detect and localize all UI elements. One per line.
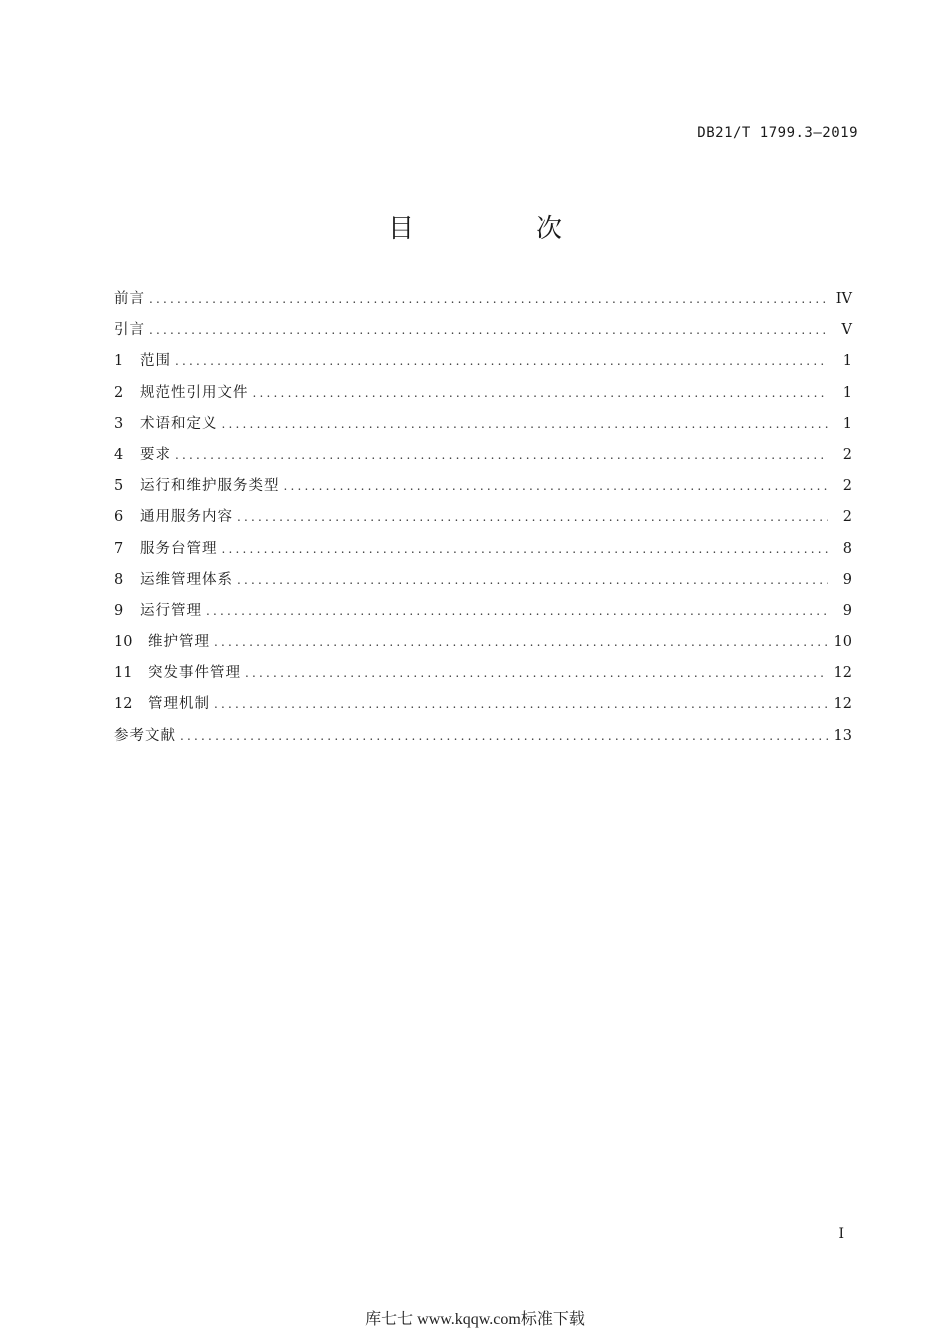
toc-entry-general-services[interactable] xyxy=(114,505,852,536)
toc-entry-om-system[interactable] xyxy=(114,568,852,599)
toc-entry-label: 前言 xyxy=(114,291,145,307)
toc-leader-dots xyxy=(214,635,828,649)
toc-leader-dots xyxy=(245,666,828,680)
toc-entry-number: 12 xyxy=(114,696,133,713)
toc-entry-page: 1 xyxy=(842,353,852,370)
toc-entry-label: 维护管理 xyxy=(148,634,210,651)
toc-entry-page: 8 xyxy=(842,540,852,557)
toc-entry-page: 1 xyxy=(842,415,852,432)
toc-entry-number: 6 xyxy=(114,509,124,526)
toc-entry-maintenance-management[interactable] xyxy=(114,630,852,661)
toc-entry-number: 7 xyxy=(114,540,124,557)
toc-entry-label: 术语和定义 xyxy=(140,415,218,432)
toc-entry-number: 4 xyxy=(114,446,124,463)
toc-entry-label: 运行和维护服务类型 xyxy=(140,478,280,495)
footer-watermark: 库七七 www.kqqw.com标准下载 xyxy=(365,1311,585,1328)
toc-leader-dots xyxy=(175,354,828,368)
page-number: I xyxy=(838,1226,844,1242)
toc-entry-page: 1 xyxy=(842,384,852,401)
toc-leader-dots xyxy=(284,479,829,493)
toc-entry-number: 11 xyxy=(114,665,133,682)
toc-entry-normative-references[interactable] xyxy=(114,381,852,412)
toc-entry-number: 10 xyxy=(114,634,133,651)
toc-entry-number: 1 xyxy=(114,353,124,370)
toc-entry-terms-definitions[interactable] xyxy=(114,412,852,443)
toc-entry-label: 运行管理 xyxy=(140,602,202,619)
toc-entry-page: 9 xyxy=(842,602,852,619)
toc-entry-number: 8 xyxy=(114,571,124,588)
toc-entry-label: 参考文献 xyxy=(114,727,176,744)
toc-entry-requirements[interactable] xyxy=(114,443,852,474)
toc-leader-dots xyxy=(206,604,828,618)
toc-leader-dots xyxy=(175,448,828,462)
toc-entry-label: 要求 xyxy=(140,446,171,463)
toc-entry-label: 通用服务内容 xyxy=(140,509,233,526)
page-title: 目 次 xyxy=(387,214,610,244)
toc-entry-foreword[interactable] xyxy=(114,287,852,318)
toc-leader-dots xyxy=(149,323,828,337)
toc-entry-bibliography[interactable] xyxy=(114,724,852,755)
toc-leader-dots xyxy=(180,729,828,743)
toc-entry-management-mechanism[interactable] xyxy=(114,692,852,723)
toc-entry-page: 12 xyxy=(833,696,852,713)
toc-leader-dots xyxy=(222,542,829,556)
toc-entry-number: 9 xyxy=(114,602,124,619)
toc-entry-number: 5 xyxy=(114,478,124,495)
toc-entry-page: 2 xyxy=(842,509,852,526)
toc-entry-page: 13 xyxy=(833,727,852,744)
toc-entry-emergency-management[interactable] xyxy=(114,661,852,692)
toc-entry-operation-management[interactable] xyxy=(114,599,852,630)
toc-leader-dots xyxy=(237,510,828,524)
toc-leader-dots xyxy=(253,386,829,400)
document-code: DB21/T 1799.3—2019 xyxy=(697,125,858,141)
toc-entry-label: 管理机制 xyxy=(148,696,210,713)
toc-entry-label: 服务台管理 xyxy=(140,540,218,557)
toc-entry-page: 2 xyxy=(842,478,852,495)
toc-entry-number: 3 xyxy=(114,415,124,432)
toc-entry-label: 突发事件管理 xyxy=(148,665,241,682)
toc-entry-service-desk[interactable] xyxy=(114,537,852,568)
toc-entry-label: 范围 xyxy=(140,353,171,370)
toc-entry-page: 9 xyxy=(842,571,852,588)
table-of-contents xyxy=(114,287,852,755)
toc-entry-page: 12 xyxy=(833,665,852,682)
toc-entry-page: V xyxy=(841,322,852,339)
toc-entry-page: 2 xyxy=(842,446,852,463)
toc-entry-service-types[interactable] xyxy=(114,474,852,505)
toc-entry-label: 运维管理体系 xyxy=(140,571,233,588)
toc-leader-dots xyxy=(222,417,829,431)
toc-leader-dots xyxy=(237,573,828,587)
toc-entry-label: 引言 xyxy=(114,322,145,339)
toc-entry-number: 2 xyxy=(114,384,124,401)
toc-entry-label: 规范性引用文件 xyxy=(140,384,249,401)
toc-entry-introduction[interactable] xyxy=(114,318,852,349)
toc-leader-dots xyxy=(149,292,828,306)
toc-entry-scope[interactable] xyxy=(114,349,852,380)
toc-entry-page: 10 xyxy=(833,634,852,651)
toc-entry-page: IV xyxy=(835,291,852,307)
toc-leader-dots xyxy=(214,697,828,711)
